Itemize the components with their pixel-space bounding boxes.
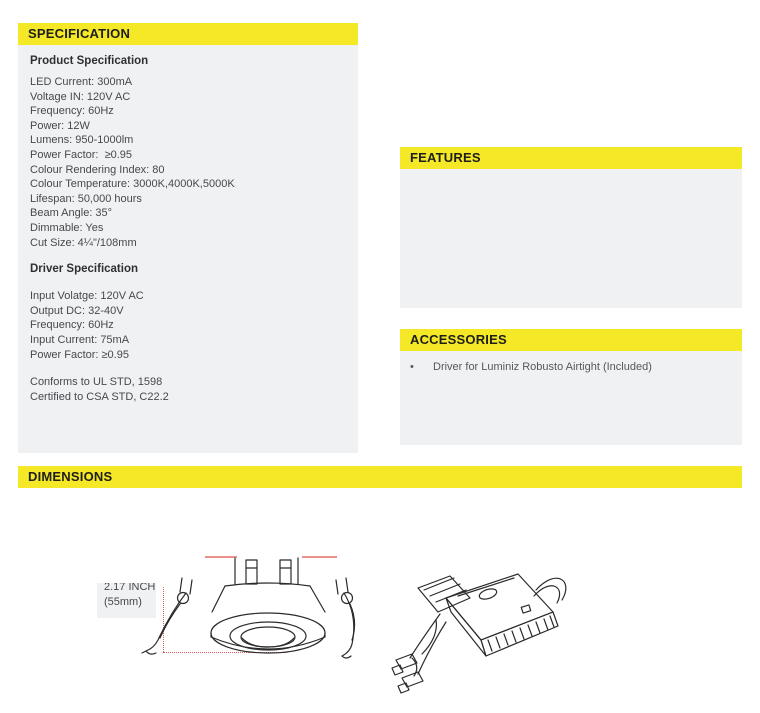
height-dimension-mm: (55mm)	[104, 595, 142, 608]
product-specification-heading: Product Specification	[30, 55, 149, 67]
dimensions-header-bar: DIMENSIONS	[18, 466, 742, 488]
list-item: • Driver for Luminiz Robusto Airtight (Included)	[400, 360, 742, 374]
list-item: Dimmable: Yes	[30, 221, 104, 234]
list-item: Beam Angle: 35°	[30, 207, 113, 220]
accessories-header-bar: ACCESSORIES	[400, 329, 742, 351]
specification-panel	[18, 45, 358, 453]
accessories-panel	[400, 351, 742, 445]
driver-specification-heading: Driver Specification	[30, 263, 139, 276]
list-item: Voltage IN: 120V AC	[30, 90, 131, 103]
list-item: Cut Size: 4¼"/108mm	[30, 236, 137, 249]
features-header-bar: FEATURES	[400, 147, 742, 169]
list-item: Input Volatge: 120V AC	[30, 290, 144, 303]
list-item: Frequency: 60Hz	[30, 319, 114, 332]
list-item: Power Factor: ≥0.95	[30, 348, 129, 361]
list-item: Certified to CSA STD, C22.2	[30, 390, 169, 403]
list-item: Input Current: 75mA	[30, 333, 130, 346]
specification-header-bar: SPECIFICATION	[18, 23, 358, 45]
list-item: Frequency: 60Hz	[30, 105, 114, 118]
list-item: Colour Rendering Index: 80	[30, 163, 165, 176]
list-item: Conforms to UL STD, 1598	[30, 376, 163, 389]
accessories-list	[400, 360, 742, 374]
list-item: Power Factor: ≥0.95	[30, 148, 133, 161]
list-item: Lifespan: 50,000 hours	[30, 192, 142, 205]
list-item: Power: 12W	[30, 119, 90, 132]
list-item: Lumens: 950-1000lm	[30, 134, 134, 147]
compliance-lines	[30, 375, 346, 404]
height-dimension-inches: 2.17 INCH	[104, 583, 156, 593]
driver-specification-lines	[30, 289, 346, 362]
list-item: LED Current: 300mA	[30, 76, 133, 88]
downlight-drawing	[120, 552, 360, 672]
product-specification-lines	[30, 75, 346, 250]
driver-drawing	[388, 566, 563, 706]
features-panel	[400, 169, 742, 308]
list-item: Colour Temperature: 3000K,4000K,5000K	[30, 178, 235, 191]
list-item: Output DC: 32-40V	[30, 304, 124, 317]
